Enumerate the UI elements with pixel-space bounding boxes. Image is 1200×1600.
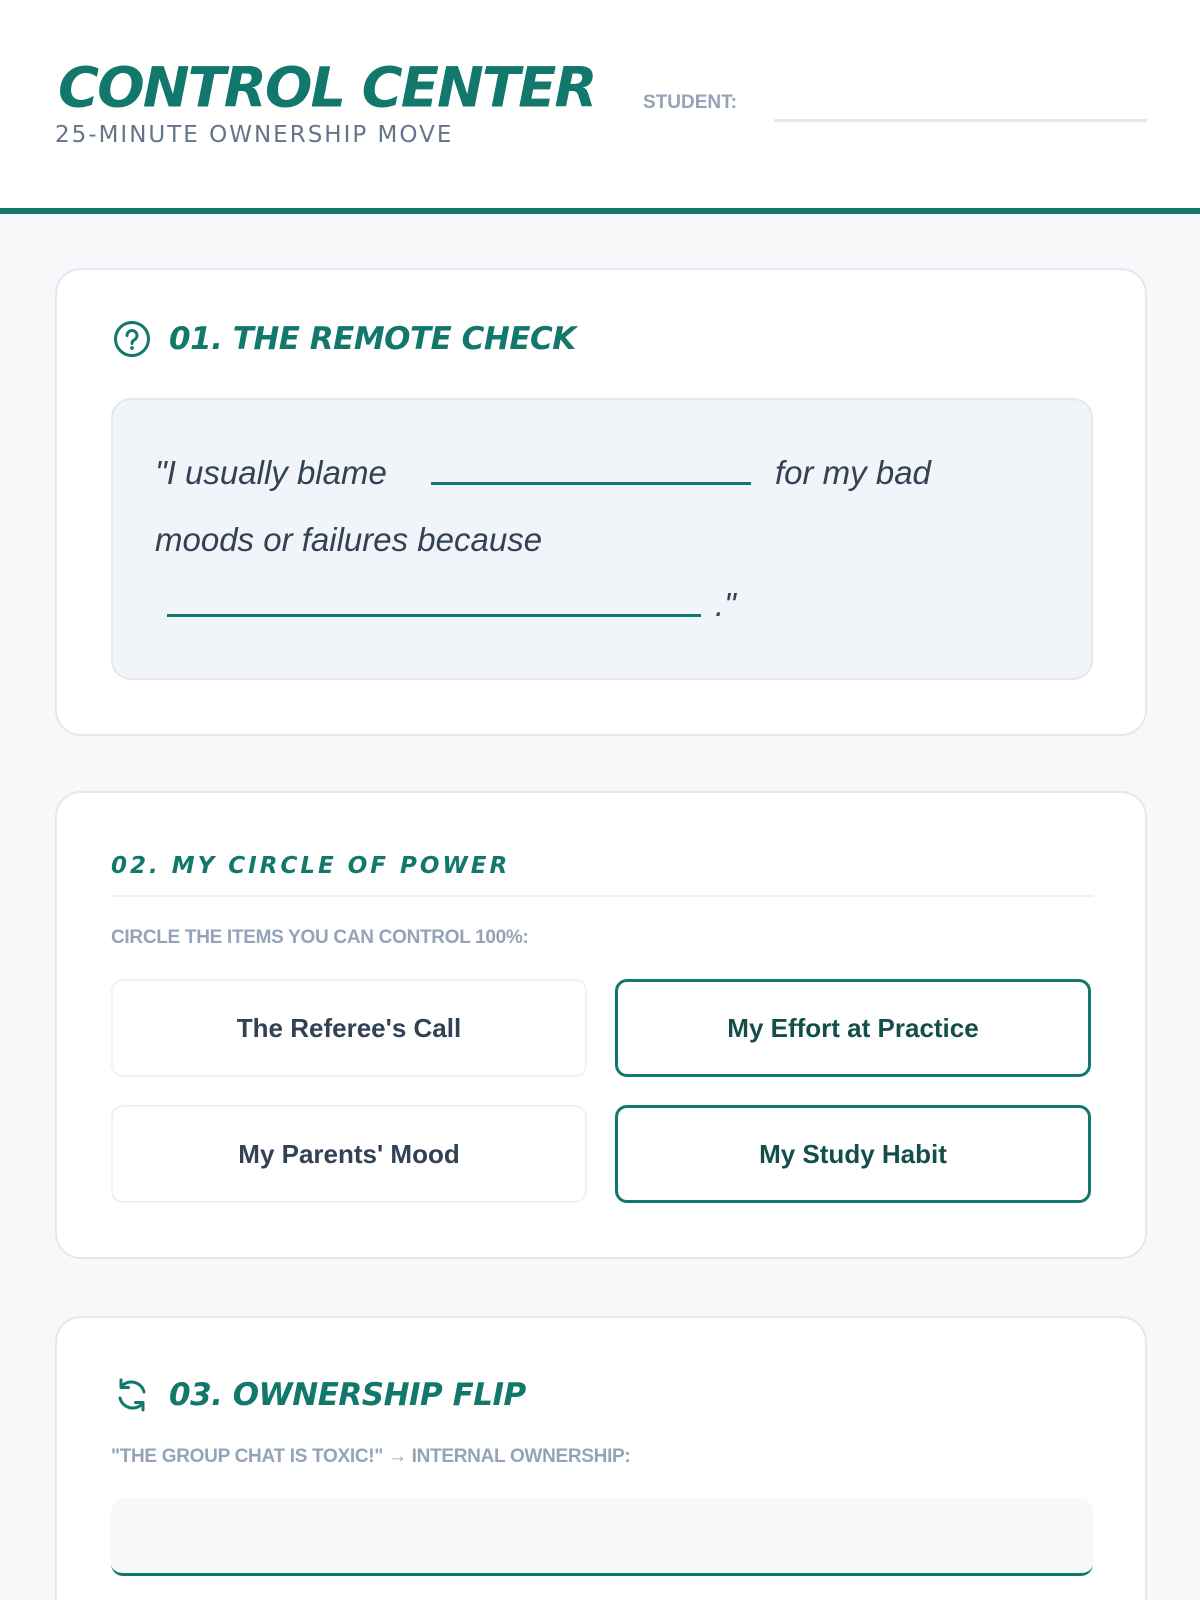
question-circle-icon [113,320,151,358]
section-divider [111,895,1093,897]
remote-check-header [113,320,576,358]
blame-reason-blank[interactable] [167,614,701,617]
option-parents-mood[interactable]: My Parents' Mood [111,1105,587,1203]
remote-check-quote [111,398,1093,680]
option-referees-call[interactable]: The Referee's Call [111,979,587,1077]
remote-check-card [55,268,1147,736]
quote-text-2: for my bad [775,454,931,491]
quote-text-4: ." [715,586,736,623]
section-title: 02. MY CIRCLE OF POWER [111,853,511,879]
section-title: 03. OWNERSHIP FLIP [169,1377,526,1413]
section-instruction: CIRCLE THE ITEMS YOU CAN CONTROL 100%: [111,927,529,948]
ownership-flip-card [55,1316,1147,1600]
refresh-icon [113,1376,151,1414]
page-header [0,0,1200,214]
page-subtitle: 25-MINUTE OWNERSHIP MOVE [55,122,454,148]
option-effort-at-practice[interactable]: My Effort at Practice [615,979,1091,1077]
section-instruction: "THE GROUP CHAT IS TOXIC!" → INTERNAL OWNERSHIP: [111,1446,631,1467]
student-name-field[interactable] [774,119,1147,122]
circle-of-power-card [55,791,1147,1259]
ownership-answer-field[interactable] [111,1498,1093,1576]
quote-text-1: "I usually blame [155,454,387,491]
section-title: 01. THE REMOTE CHECK [169,321,576,357]
option-study-habit[interactable]: My Study Habit [615,1105,1091,1203]
blame-target-blank[interactable] [431,482,751,485]
ownership-flip-header [113,1376,526,1414]
quote-text-3: moods or failures because [155,521,543,558]
page-title: CONTROL CENTER [58,56,596,121]
student-label: STUDENT: [643,92,737,113]
